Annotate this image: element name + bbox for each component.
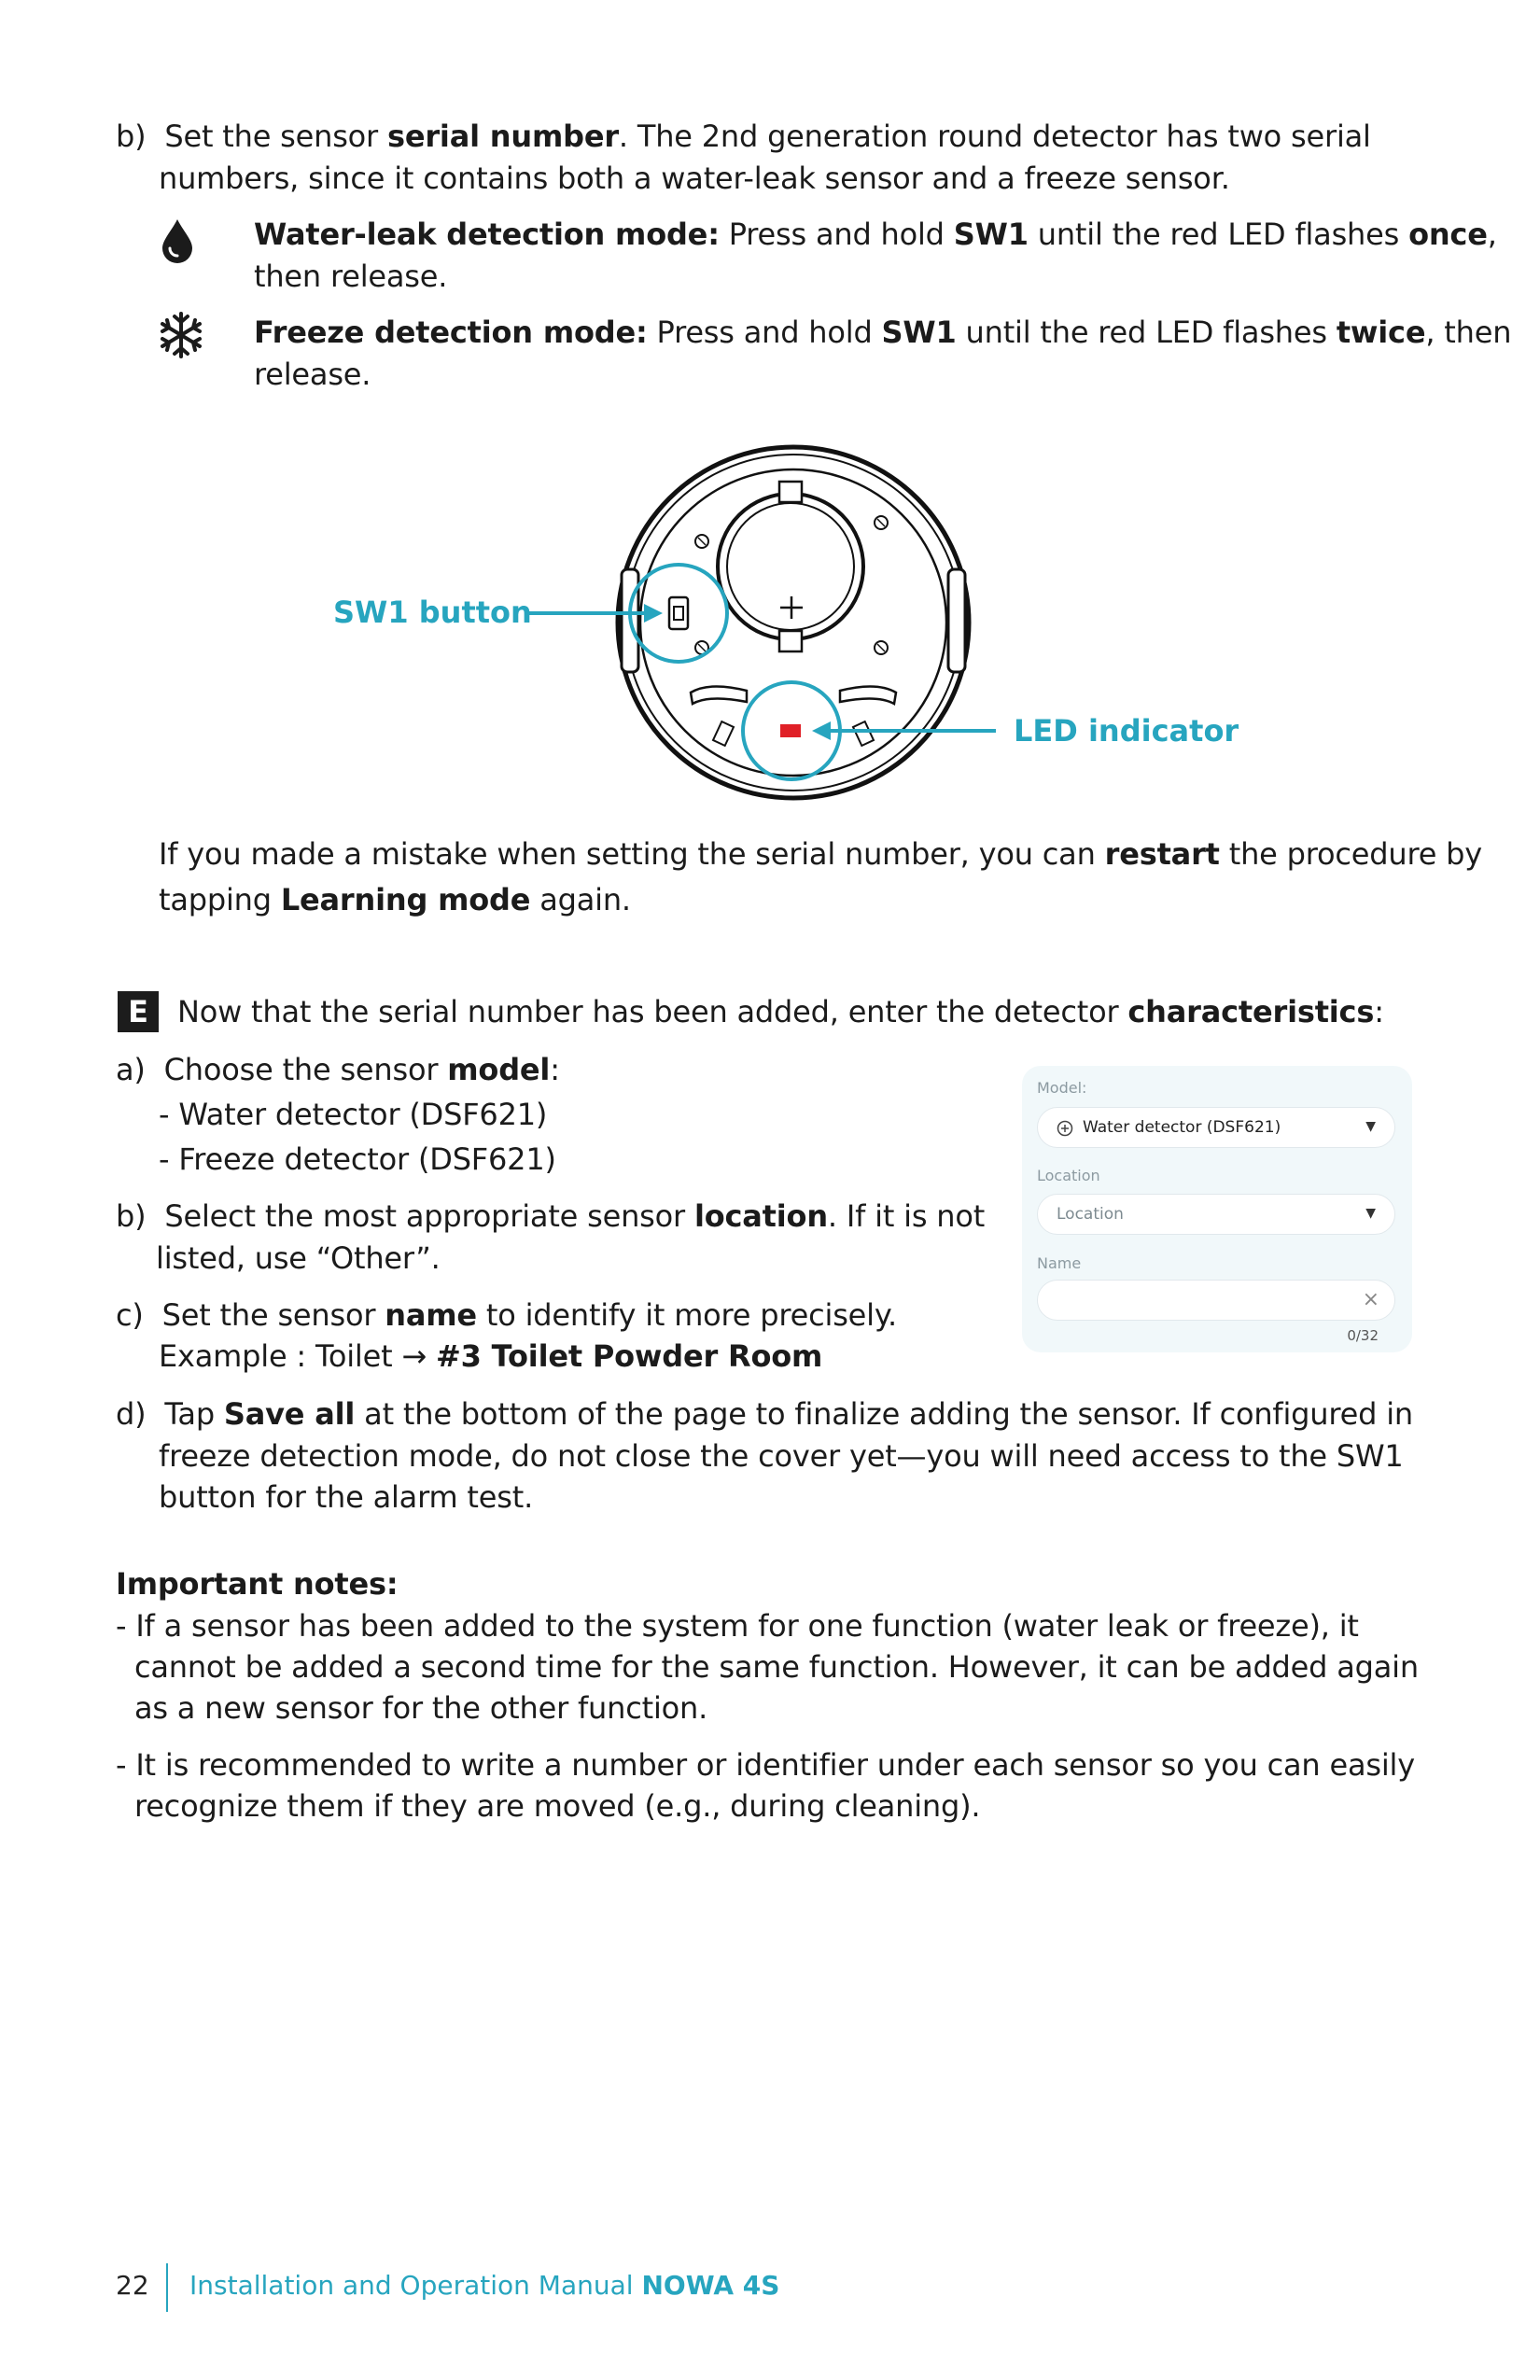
- location-placeholder: Location: [1057, 1205, 1124, 1224]
- step-marker: d): [116, 1396, 147, 1432]
- note-2-line1: - It is recommended to write a number or identifier under each sensor so you can easily: [116, 1747, 1415, 1783]
- text: at the bottom of the page to finalize adding the sensor. If configured in: [355, 1396, 1413, 1432]
- step-b-serial-line1: [116, 116, 1371, 158]
- step-b-location-line2: listed, use “Other”.: [156, 1240, 441, 1276]
- bold-text: serial number: [387, 119, 619, 154]
- text: . If it is not: [827, 1198, 986, 1234]
- model-value: Water detector (DSF621): [1083, 1118, 1281, 1137]
- led-indicator-label: LED indicator: [1014, 713, 1239, 749]
- led-indicator: [780, 724, 801, 737]
- snowflake-icon: [159, 311, 203, 359]
- bold-text: Save all: [223, 1396, 356, 1432]
- text: Set the sensor: [164, 119, 387, 154]
- text: If you made a mistake when setting the serial number, you can: [159, 836, 1105, 872]
- mistake-note-line2: [159, 879, 631, 921]
- clear-icon[interactable]: ×: [1362, 1288, 1379, 1311]
- mistake-note-line1: [159, 833, 1482, 875]
- bold-text: restart: [1104, 836, 1220, 872]
- sw1-switch: [669, 597, 688, 629]
- manual-title: Installation and Operation Manual: [189, 2270, 642, 2301]
- flash-count: twice: [1336, 315, 1426, 350]
- plus-circle-icon: [1057, 1120, 1073, 1137]
- text: Set the sensor: [161, 1297, 385, 1333]
- location-label: Location: [1037, 1167, 1100, 1184]
- example-name: #3 Toilet Powder Room: [436, 1338, 823, 1374]
- text: the procedure by: [1219, 836, 1483, 872]
- text: Now that the serial number has been added, enter the detector: [177, 994, 1128, 1029]
- sw1-button-label: SW1 button: [333, 595, 532, 630]
- text: Tap: [164, 1396, 224, 1432]
- step-b-location: [116, 1196, 985, 1238]
- important-notes-title: Important notes:: [116, 1566, 399, 1602]
- note-1-line1: - If a sensor has been added to the system for one function (water leak or freeze), it: [116, 1608, 1359, 1644]
- page-number: 22: [116, 2270, 149, 2301]
- text: to identify it more precisely.: [476, 1297, 898, 1333]
- text: :: [550, 1052, 560, 1087]
- section-e-intro: [177, 991, 1384, 1033]
- footer-divider: [166, 2263, 168, 2312]
- step-d-line2: freeze detection mode, do not close the cover yet—you will need access to the SW1: [159, 1438, 1404, 1474]
- note-1-line3: as a new sensor for the other function.: [116, 1690, 708, 1726]
- sw1-text: SW1: [953, 217, 1029, 252]
- step-marker: a): [116, 1052, 146, 1087]
- text: Example : Toilet →: [159, 1338, 437, 1374]
- note-2-line2: recognize them if they are moved (e.g., during cleaning).: [116, 1788, 981, 1824]
- step-b-serial-line2: numbers, since it contains both a water-leak sensor and a freeze sensor.: [159, 161, 1230, 196]
- model-select[interactable]: [1037, 1107, 1395, 1148]
- bold-text: characteristics: [1127, 994, 1375, 1029]
- freeze-mode-line1: [254, 312, 1511, 354]
- step-d-line3: button for the alarm test.: [159, 1479, 534, 1515]
- text: again.: [530, 882, 631, 917]
- text: until the red LED flashes: [1028, 217, 1409, 252]
- product-name: NOWA 4S: [641, 2270, 780, 2301]
- text: :: [1374, 994, 1384, 1029]
- step-c-example: [159, 1336, 822, 1378]
- water-mode-line2: then release.: [254, 259, 448, 294]
- text: ,: [1487, 217, 1497, 252]
- dropdown-caret-icon: ▼: [1365, 1119, 1376, 1134]
- step-marker: b): [116, 119, 147, 154]
- sw1-text: SW1: [881, 315, 957, 350]
- step-d: [116, 1393, 1413, 1435]
- freeze-mode-line2: release.: [254, 357, 371, 392]
- step-a: [116, 1049, 560, 1091]
- water-mode-line1: [254, 214, 1497, 256]
- text: . The 2nd generation round detector has two serial: [618, 119, 1371, 154]
- model-option-freeze: - Freeze detector (DSF621): [159, 1141, 556, 1177]
- bold-text: name: [385, 1297, 477, 1333]
- model-option-water: - Water detector (DSF621): [159, 1097, 548, 1132]
- section-e-badge: E: [118, 991, 159, 1032]
- note-1-line2: cannot be added a second time for the same function. However, it can be added again: [116, 1649, 1419, 1685]
- flash-count: once: [1408, 217, 1488, 252]
- text: Press and hold: [647, 315, 882, 350]
- model-label: Model:: [1037, 1079, 1087, 1097]
- location-select[interactable]: [1037, 1194, 1395, 1235]
- text: until the red LED flashes: [956, 315, 1337, 350]
- bold-text: model: [447, 1052, 551, 1087]
- mode-title: Water-leak detection mode:: [254, 217, 720, 252]
- text: Select the most appropriate sensor: [164, 1198, 694, 1234]
- step-marker: c): [116, 1297, 144, 1333]
- name-char-counter: 0/32: [1347, 1327, 1379, 1344]
- text: Choose the sensor: [163, 1052, 448, 1087]
- text: , then: [1425, 315, 1512, 350]
- text: Press and hold: [719, 217, 954, 252]
- water-drop-icon: [159, 217, 196, 264]
- step-marker: b): [116, 1198, 147, 1234]
- bold-text: Learning mode: [280, 882, 531, 917]
- mode-title: Freeze detection mode:: [254, 315, 648, 350]
- text: tapping: [159, 882, 281, 917]
- name-input[interactable]: [1037, 1280, 1395, 1321]
- bold-text: location: [693, 1198, 828, 1234]
- sensor-settings-form: [1022, 1066, 1412, 1352]
- step-c: [116, 1295, 897, 1337]
- footer-title: [189, 2270, 779, 2301]
- name-label: Name: [1037, 1254, 1082, 1272]
- dropdown-caret-icon: ▼: [1365, 1206, 1376, 1221]
